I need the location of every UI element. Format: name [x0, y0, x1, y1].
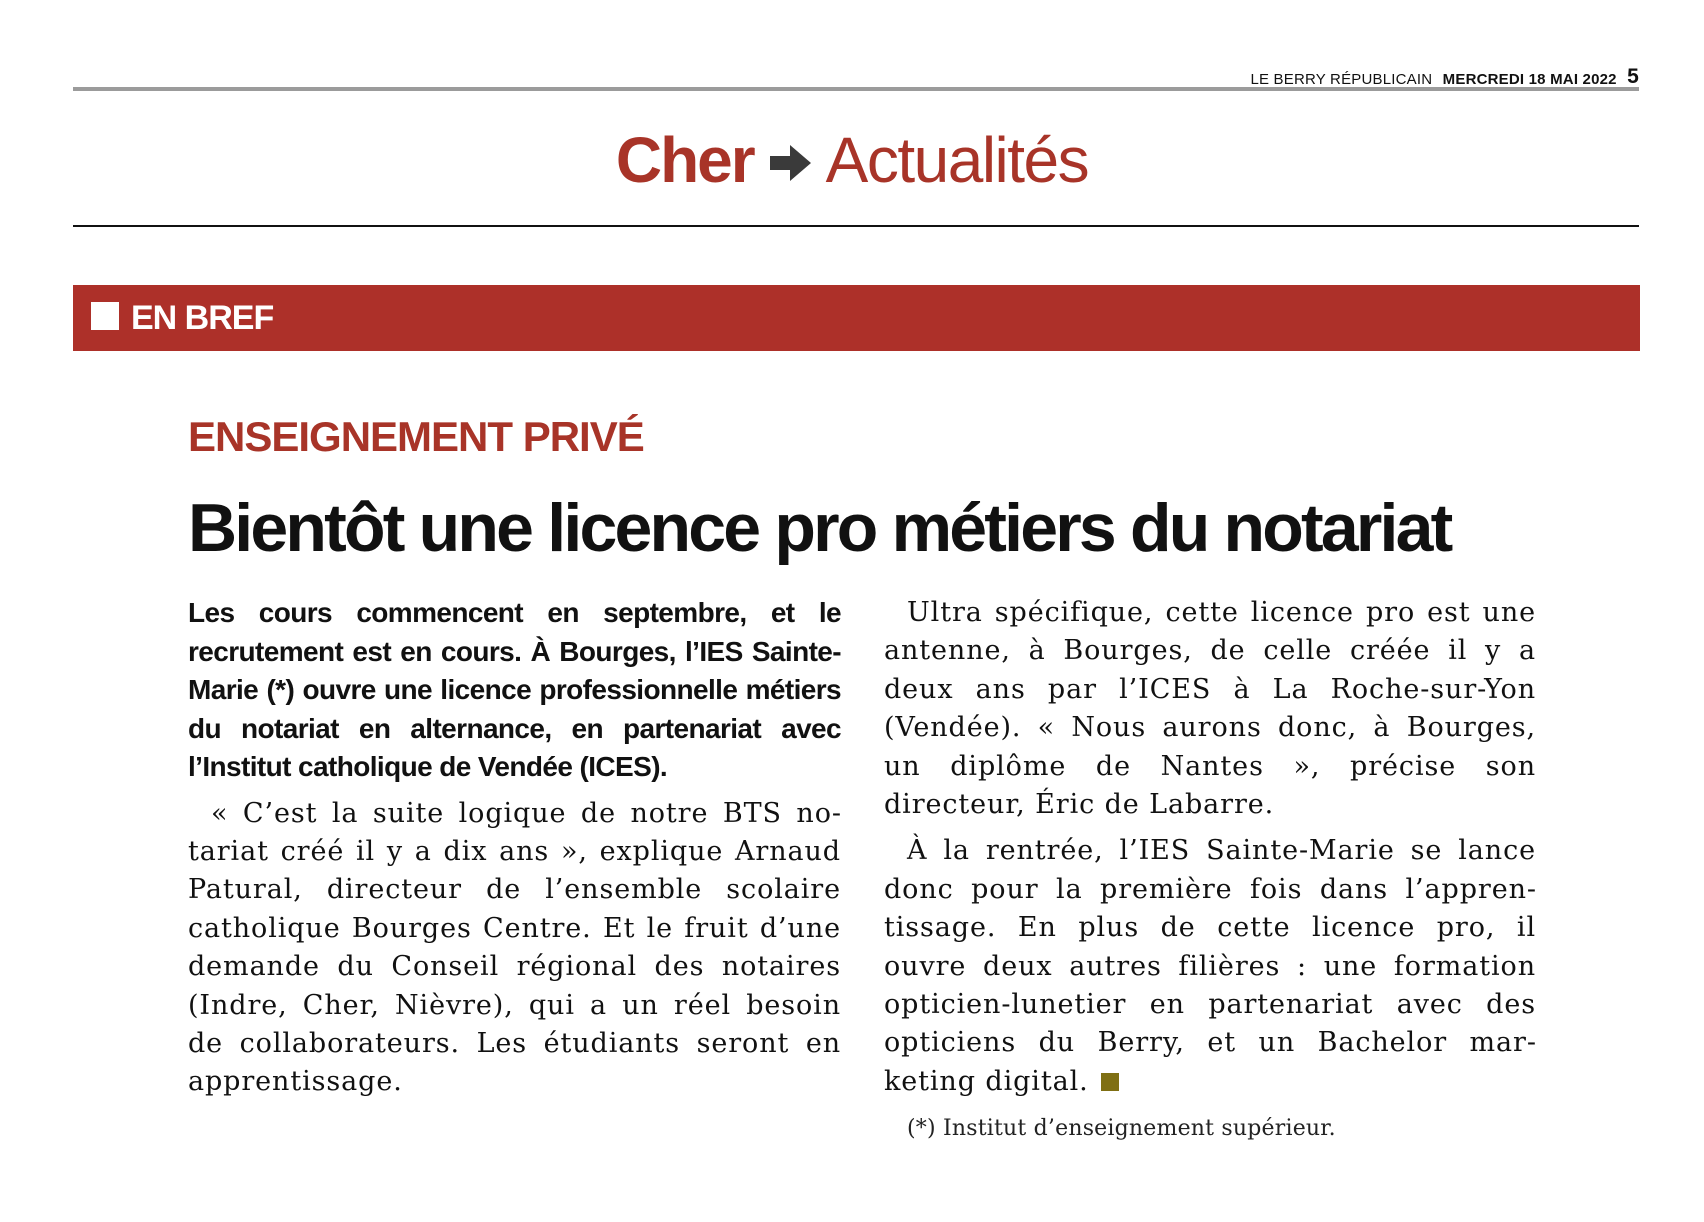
publication-name: LE BERRY RÉPUBLICAIN: [1250, 71, 1433, 88]
article-kicker: ENSEIGNEMENT PRIVÉ: [188, 413, 644, 460]
issue-date: MERCREDI 18 MAI 2022: [1442, 71, 1617, 88]
en-bref-label: EN BREF: [131, 299, 274, 337]
page-number: 5: [1627, 65, 1639, 88]
section-name: Cher: [615, 124, 754, 196]
article-footnote: (*) Institut d’enseignement supérieur.: [907, 1116, 1336, 1142]
article-column-right: [884, 594, 1536, 1143]
end-mark-icon: [1101, 1073, 1119, 1091]
article-paragraph-3: [884, 832, 1536, 1101]
title-rule: [73, 225, 1639, 227]
square-bullet-icon: [91, 302, 119, 330]
article-lead: Les cours commencent en septembre, et le recrutement est en cours. À Bourges, l’IES Sainte-Marie (*) ouvre une licence professionnelle métiers du notariat en alternance, en partenariat avec l’Institut catholique de Vendée (ICES).: [188, 597, 841, 782]
article-column-left: [188, 594, 841, 1102]
subsection-name: Actualités: [825, 124, 1089, 196]
arrow-right-icon: [768, 124, 814, 170]
section-title: [0, 120, 1704, 200]
article-paragraph-3-text: À la rentrée, l’IES Sainte-Marie se lance donc pour la première fois dans l’apprentissage. En plus de cette licence pro, il ouvre deux autres filières : une formation opticien-lunetier en partenariat avec des opticiens du Berry, et un Bachelor marketing digital.: [884, 835, 1536, 1097]
en-bref-banner: [73, 285, 1640, 351]
masthead: [1250, 66, 1639, 90]
article-paragraph-1: « C’est la suite logique de notre BTS notariat créé il y a dix ans », explique Arnaud Patural, directeur de l’ensemble scolaire catholique Bourges Centre. Et le fruit d’une demande du Conseil régional des notaires (Indre, Cher, Nièvre), qui a un réel besoin de collaborateurs. Les étudiants seront en apprentissage.: [188, 797, 841, 1098]
article-paragraph-2: Ultra spécifique, cette licence pro est une antenne, à Bourges, de celle créée il y a deux ans par l’ICES à La Roche-sur-Yon (Vendée). « Nous aurons donc, à Bourges, un diplôme de Nantes », précise son directeur, Éric de Labarre.: [884, 597, 1536, 821]
article-headline: Bientôt une licence pro métiers du notariat: [188, 490, 1451, 566]
